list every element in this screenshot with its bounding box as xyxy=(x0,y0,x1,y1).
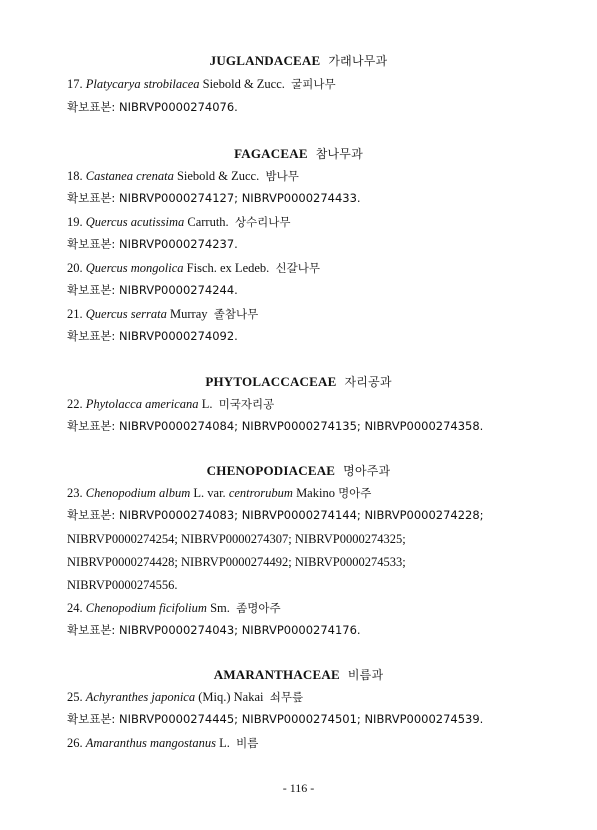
specimen-line: 확보표본: NIBRVP0000274092. xyxy=(67,329,238,343)
species-entry-18: 18. Castanea crenata Siebold & Zucc. 밤나무 xyxy=(67,169,299,183)
family-heading-chenopodiaceae: CHENOPODIACEAE 명아주과 xyxy=(206,463,391,478)
species-entry-19: 19. Quercus acutissima Carruth. 상수리나무 xyxy=(67,215,291,229)
family-heading-phytolaccaceae: PHYTOLACCACEAE 자리공과 xyxy=(205,374,392,389)
species-entry-22: 22. Phytolacca americana L. 미국자리공 xyxy=(67,397,275,411)
specimen-line: 확보표본: NIBRVP0000274083; NIBRVP0000274144; NIBRVP0000274228; xyxy=(67,508,484,522)
specimen-line: 확보표본: NIBRVP0000274043; NIBRVP0000274176. xyxy=(67,623,361,637)
specimen-line: 확보표본: NIBRVP0000274127; NIBRVP0000274433. xyxy=(67,191,361,205)
family-heading-fagaceae: FAGACEAE 참나무과 xyxy=(234,146,363,161)
specimen-line: 확보표본: NIBRVP0000274076. xyxy=(67,100,238,114)
specimen-line: 확보표본: NIBRVP0000274237. xyxy=(67,237,238,251)
species-entry-17: 17. Platycarya strobilacea Siebold & Zucc. 굴피나무 xyxy=(67,77,336,91)
species-entry-21: 21. Quercus serrata Murray 졸참나무 xyxy=(67,307,259,321)
species-entry-25: 25. Achyranthes japonica (Miq.) Nakai 쇠무릎 xyxy=(67,690,304,704)
family-name: JUGLANDACEAE xyxy=(209,53,321,68)
species-entry-24: 24. Chenopodium ficifolium Sm. 좀명아주 xyxy=(67,601,281,615)
specimen-line: NIBRVP0000274428; NIBRVP0000274492; NIBRVP0000274533; xyxy=(67,555,406,569)
species-entry-23: 23. Chenopodium album L. var. centrorubum Makino 명아주 xyxy=(67,486,372,500)
family-heading-juglandaceae xyxy=(0,52,597,69)
specimen-line: 확보표본: NIBRVP0000274244. xyxy=(67,283,238,297)
specimen-line: 확보표본: NIBRVP0000274084; NIBRVP0000274135; NIBRVP0000274358. xyxy=(67,419,484,433)
species-entry-26: 26. Amaranthus mangostanus L. 비름 xyxy=(67,736,259,750)
specimen-line: 확보표본: NIBRVP0000274445; NIBRVP0000274501; NIBRVP0000274539. xyxy=(67,712,484,726)
specimen-line: NIBRVP0000274556. xyxy=(67,578,178,592)
family-heading-amaranthaceae: AMARANTHACEAE 비름과 xyxy=(213,667,384,682)
specimen-line: NIBRVP0000274254; NIBRVP0000274307; NIBRVP0000274325; xyxy=(67,532,406,546)
species-entry-20: 20. Quercus mongolica Fisch. ex Ledeb. 신갈나무 xyxy=(67,261,320,275)
page-number: - 116 - xyxy=(282,781,315,795)
family-korean-name: 가래나무과 xyxy=(328,54,388,68)
